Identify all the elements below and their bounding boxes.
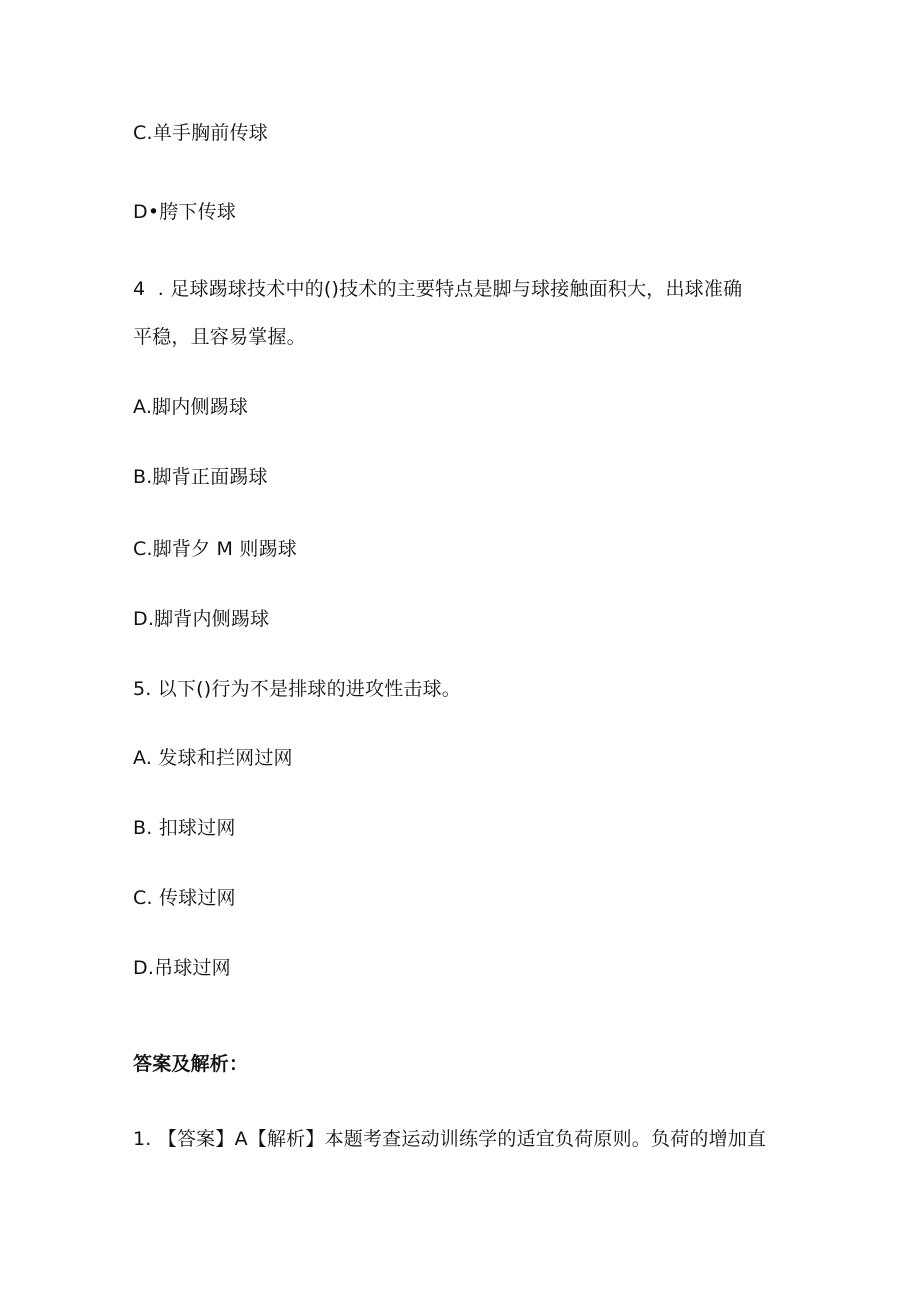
- q3-option-c: C.单手胸前传球: [133, 122, 268, 144]
- q5-option-c: C. 传球过网: [133, 887, 236, 909]
- q5-option-b: B. 扣球过网: [133, 817, 236, 839]
- q4-option-c: C.脚背夕 M 则踢球: [133, 538, 297, 560]
- answers-heading: 答案及解析：: [133, 1053, 249, 1075]
- q5-option-d: D.吊球过网: [133, 957, 231, 979]
- q4-stem-line1: 4 . 足球踢球技术中的()技术的主要特点是脚与球接触面积大，出球准确: [133, 278, 743, 300]
- q4-option-a: A.脚内侧踢球: [133, 396, 249, 418]
- q5-option-a: A. 发球和拦网过网: [133, 747, 293, 769]
- q4-option-d: D.脚背内侧踢球: [133, 608, 270, 630]
- q5-stem: 5. 以下()行为不是排球的进攻性击球。: [133, 678, 461, 700]
- q4-stem-line2: 平稳，且容易掌握。: [133, 326, 306, 348]
- q4-option-b: B.脚背正面踢球: [133, 466, 268, 488]
- q3-option-d: D•胯下传球: [133, 201, 237, 223]
- answer-item-1: 1. 【答案】A【解析】本题考查运动训练学的适宜负荷原则。负荷的增加直: [133, 1128, 767, 1150]
